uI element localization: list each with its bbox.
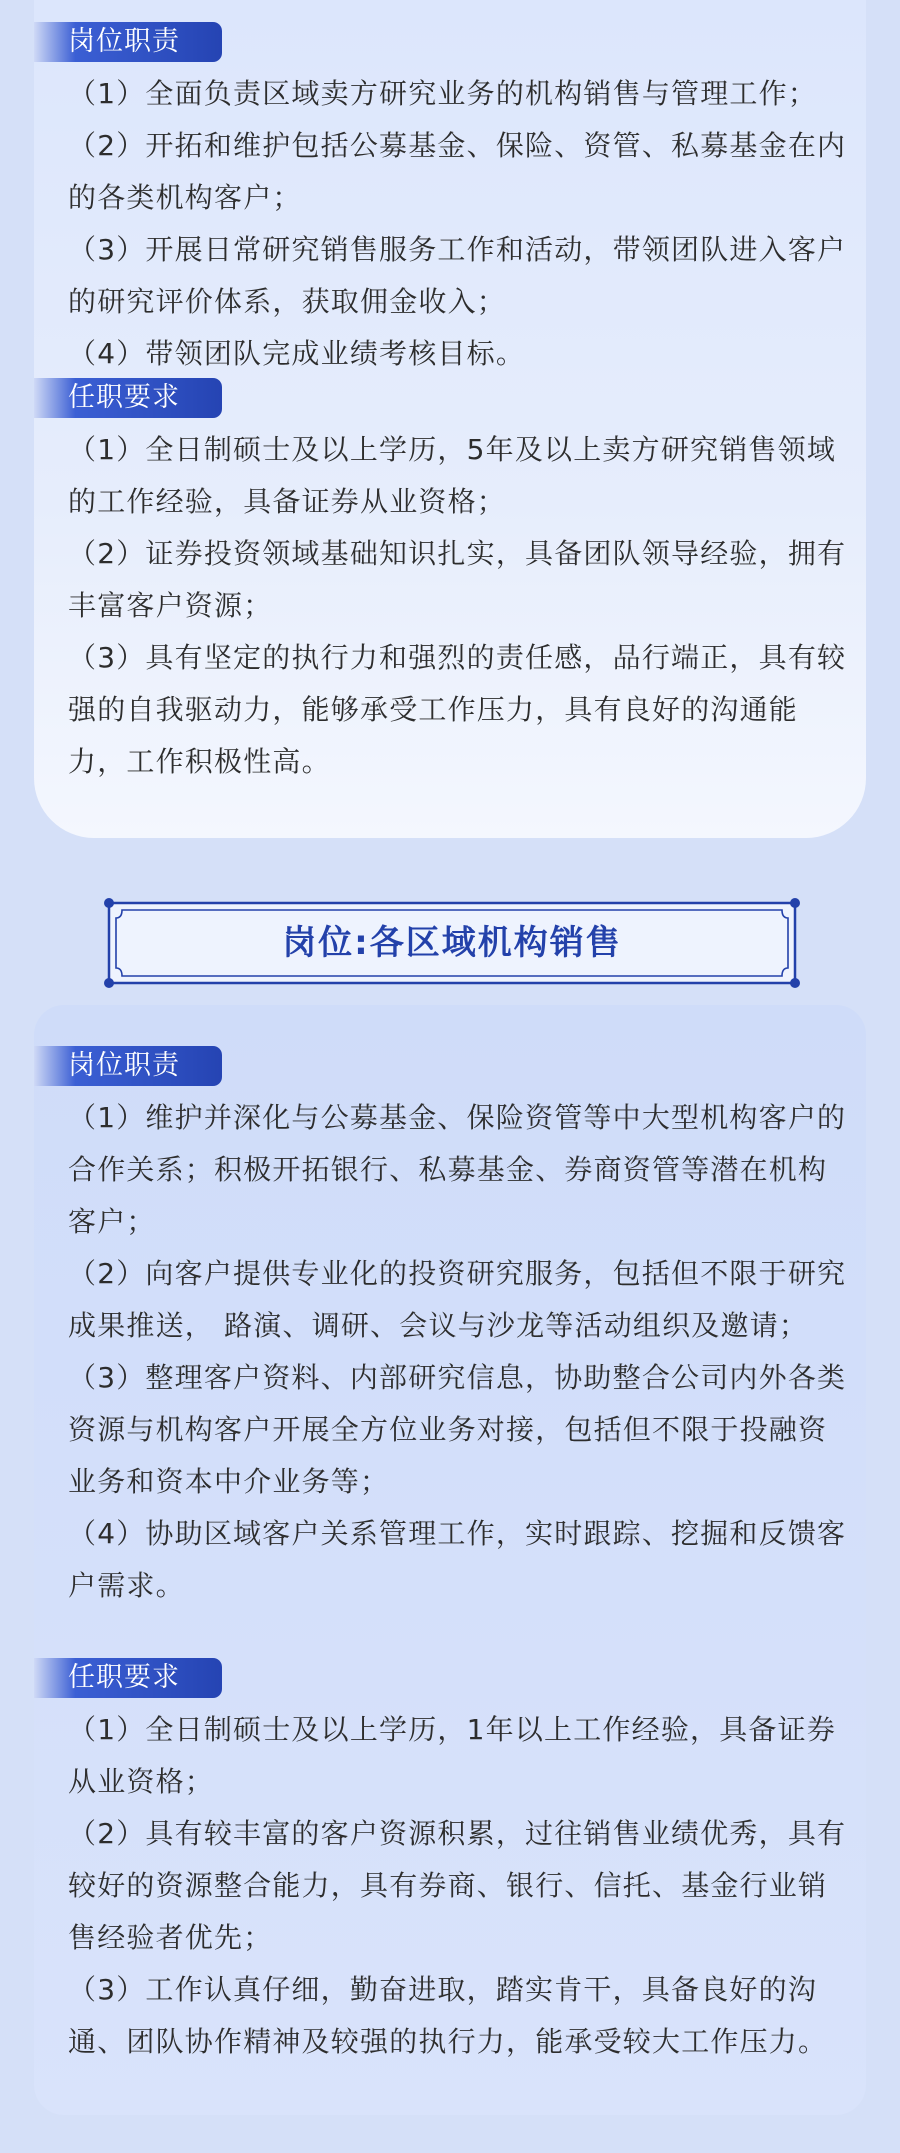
requirements-tag: 任职要求 <box>34 378 222 418</box>
list-item: （3）工作认真仔细，勤奋进取，踏实肯干，具备良好的沟通、团队协作精神及较强的执行力，能承受较大工作压力。 <box>68 1973 828 2058</box>
list-item: （2）具有较丰富的客户资源积累，过往销售业绩优秀，具有较好的资源整合能力，具有券商、银行、信托、基金行业销售经验者优先； <box>68 1817 847 1954</box>
list-item: （2）向客户提供专业化的投资研究服务，包括但不限于研究成果推送， 路演、调研、会议与沙龙等活动组织及邀请； <box>68 1257 847 1342</box>
duties-list <box>68 68 848 380</box>
list-item: （4）带领团队完成业绩考核目标。 <box>68 337 526 370</box>
requirements-list <box>68 424 848 788</box>
requirements-tag: 任职要求 <box>34 1658 222 1698</box>
duties-tag: 岗位职责 <box>34 22 222 62</box>
section-title-banner <box>102 896 802 990</box>
duties-tag: 岗位职责 <box>34 1046 222 1086</box>
list-item: （3）整理客户资料、内部研究信息，协助整合公司内外各类资源与机构客户开展全方位业务对接，包括但不限于投融资业务和资本中介业务等； <box>68 1361 847 1498</box>
list-item: （2）证券投资领域基础知识扎实，具备团队领导经验，拥有丰富客户资源； <box>68 537 847 622</box>
list-item: （3）具有坚定的执行力和强烈的责任感，品行端正，具有较强的自我驱动力，能够承受工作压力，具有良好的沟通能力，工作积极性高。 <box>68 641 847 778</box>
list-item: （2）开拓和维护包括公募基金、保险、资管、私募基金在内的各类机构客户； <box>68 129 847 214</box>
list-item: （3）开展日常研究销售服务工作和活动，带领团队进入客户的研究评价体系，获取佣金收入； <box>68 233 847 318</box>
list-item: （4）协助区域客户关系管理工作，实时跟踪、挖掘和反馈客户需求。 <box>68 1517 847 1602</box>
list-item: （1）全面负责区域卖方研究业务的机构销售与管理工作； <box>68 77 818 110</box>
duties-list <box>68 1092 848 1612</box>
section-title: 岗位:各区域机构销售 <box>282 923 622 963</box>
list-item: （1）全日制硕士及以上学历，5年及以上卖方研究销售领域的工作经验，具备证券从业资格； <box>68 433 837 518</box>
list-item: （1）全日制硕士及以上学历，1年以上工作经验，具备证券从业资格； <box>68 1713 837 1798</box>
list-item: （1）维护并深化与公募基金、保险资管等中大型机构客户的合作关系；积极开拓银行、私募基金、券商资管等潜在机构客户； <box>68 1101 847 1238</box>
requirements-list <box>68 1704 848 2068</box>
